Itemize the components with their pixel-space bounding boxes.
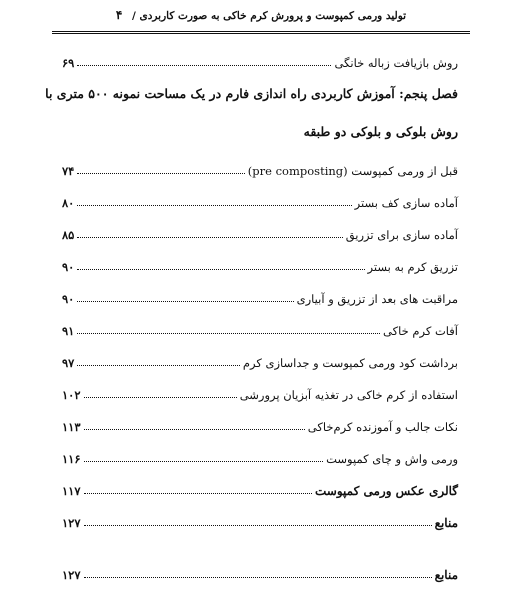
toc-entry-title: قبل از ورمی کمپوست (pre composting) bbox=[247, 164, 458, 178]
toc-entry-title: استفاده از کرم خاکی در تغذیه آبزیان پرورشی bbox=[239, 388, 458, 402]
dot-leader bbox=[84, 577, 432, 578]
toc-entry-title: روش بازیافت زباله خانگی bbox=[334, 56, 458, 70]
header-title: تولید ورمی کمپوست و پرورش کرم خاکی به صورت کاربردی / bbox=[132, 10, 407, 22]
toc-entry-page: ۸۰ bbox=[62, 196, 75, 210]
dot-leader bbox=[77, 65, 331, 66]
toc-entry-page: ۷۴ bbox=[62, 164, 75, 178]
toc-entry-references-repeat bbox=[62, 550, 458, 582]
toc-entry bbox=[62, 38, 458, 70]
toc-entry-references bbox=[62, 498, 458, 530]
chapter-heading-line-1: فصل پنجم: آموزش کاربردی راه اندازی فارم در یک مساحت نمونه ۵۰۰ متری با bbox=[45, 86, 458, 101]
table-of-contents bbox=[45, 38, 458, 582]
toc-entry-title: منابع bbox=[434, 568, 458, 582]
toc-entry-page: ۱۱۳ bbox=[62, 420, 81, 434]
toc-entry-title: نکات جالب و آموزنده کرم‌خاکی bbox=[307, 420, 458, 434]
dot-leader bbox=[84, 397, 237, 398]
dot-leader bbox=[77, 205, 351, 206]
dot-leader bbox=[84, 525, 432, 526]
toc-entry bbox=[62, 178, 458, 210]
dot-leader bbox=[84, 461, 324, 462]
toc-entry-title: تزریق کرم به بستر bbox=[367, 260, 458, 274]
toc-entry-page: ۹۰ bbox=[62, 260, 75, 274]
toc-entry bbox=[62, 338, 458, 370]
dot-leader bbox=[77, 365, 240, 366]
header-page-number: ۴ bbox=[115, 8, 123, 22]
toc-entry bbox=[62, 370, 458, 402]
dot-leader bbox=[77, 173, 244, 174]
chapter-heading-line-2: روش بلوکی و بلوکی دو طبقه bbox=[303, 124, 458, 139]
toc-entry-gallery bbox=[62, 466, 458, 498]
toc-entry-page: ۹۷ bbox=[62, 356, 75, 370]
toc-entry-page: ۹۰ bbox=[62, 292, 75, 306]
dot-leader bbox=[77, 301, 293, 302]
toc-entry-page: ۱۲۷ bbox=[62, 568, 81, 582]
dot-leader bbox=[77, 237, 342, 238]
toc-entry-title: مراقبت های بعد از تزریق و آبیاری bbox=[296, 292, 458, 306]
toc-entry-page: ۹۱ bbox=[62, 324, 75, 338]
toc-entry bbox=[62, 210, 458, 242]
toc-entry bbox=[62, 434, 458, 466]
toc-entry-title: گالری عکس ورمی کمپوست bbox=[315, 484, 458, 498]
dot-leader bbox=[84, 429, 305, 430]
toc-entry-page: ۱۱۶ bbox=[62, 452, 81, 466]
toc-entry-page: ۱۲۷ bbox=[62, 516, 81, 530]
toc-entry bbox=[62, 242, 458, 274]
toc-entry-title: ورمی واش و چای کمپوست bbox=[326, 452, 458, 466]
toc-entry-page: ۱۱۷ bbox=[62, 484, 81, 498]
toc-entry-page: ۶۹ bbox=[62, 56, 75, 70]
toc-entry-page: ۸۵ bbox=[62, 228, 75, 242]
running-header bbox=[52, 8, 470, 22]
toc-entry bbox=[62, 402, 458, 434]
chapter-heading bbox=[45, 70, 458, 146]
toc-entry bbox=[62, 306, 458, 338]
toc-entry-title: آماده سازی کف بستر bbox=[354, 196, 458, 210]
toc-entry-title: برداشت کود ورمی کمپوست و جداسازی کرم bbox=[242, 356, 458, 370]
dot-leader bbox=[77, 269, 364, 270]
toc-entry-title: منابع bbox=[434, 516, 458, 530]
dot-leader bbox=[84, 493, 312, 494]
header-rule bbox=[52, 31, 470, 34]
dot-leader bbox=[77, 333, 380, 334]
toc-entry-title: آفات کرم خاکی bbox=[383, 324, 458, 338]
toc-entry bbox=[62, 274, 458, 306]
toc-entry-page: ۱۰۲ bbox=[62, 388, 81, 402]
toc-entry-title: آماده سازی برای تزریق bbox=[345, 228, 458, 242]
toc-entry bbox=[62, 146, 458, 178]
